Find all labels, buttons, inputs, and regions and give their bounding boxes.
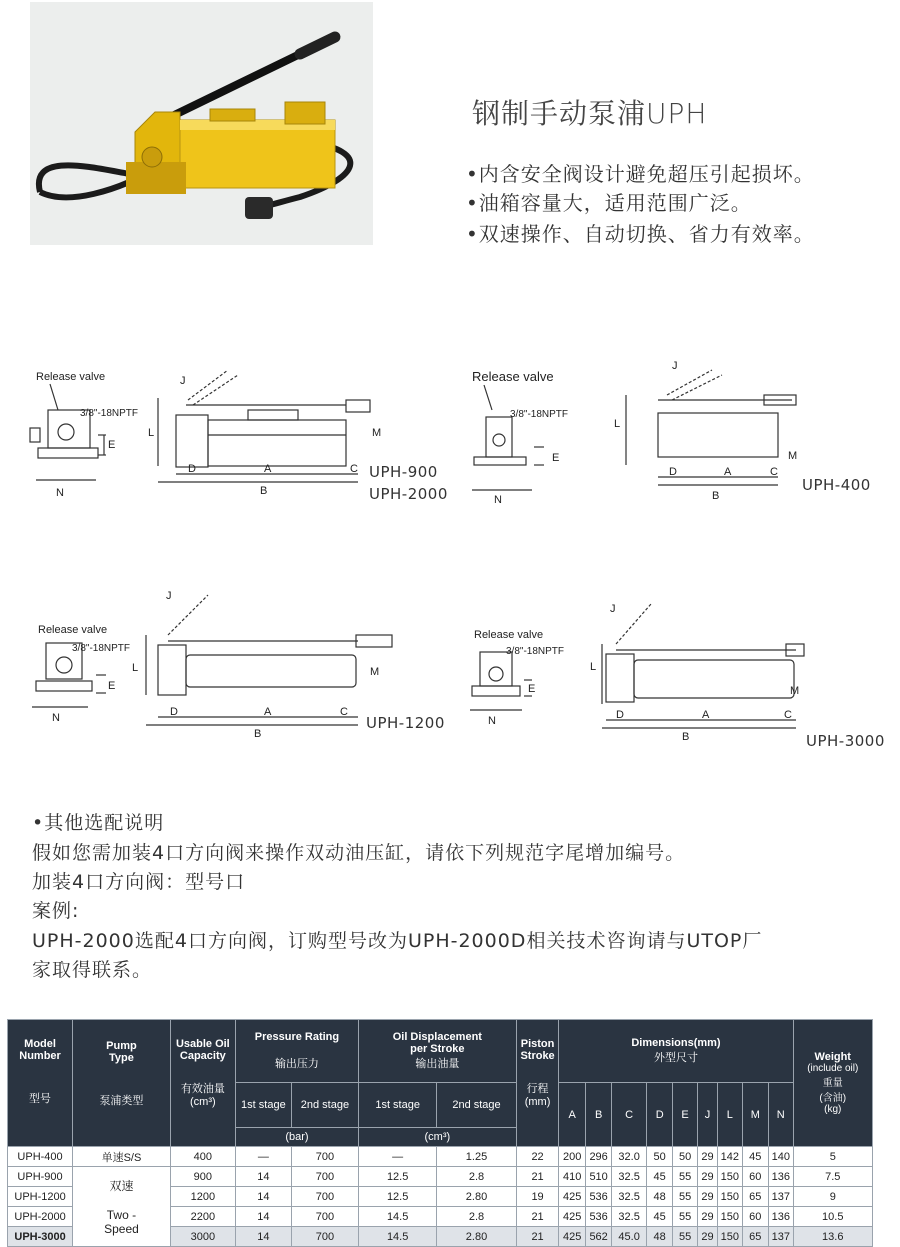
header-dimensions: Dimensions(mm) 外型尺寸: [559, 1020, 793, 1083]
model-label: UPH-1200: [366, 714, 445, 732]
model-label: UPH-900: [369, 463, 438, 481]
release-valve-label: Release valve: [38, 624, 108, 636]
cell-dim-M: 45: [742, 1147, 768, 1167]
cell-dim-A: 425: [559, 1207, 585, 1227]
cell-pump-type: 单速S/S: [73, 1147, 171, 1167]
cell-d2: 1.25: [437, 1147, 516, 1167]
dim-D-label: D: [616, 709, 624, 721]
header-dim-N: N: [769, 1083, 794, 1147]
options-heading: •其他选配说明: [32, 812, 165, 834]
cell-dim-E: 55: [673, 1187, 697, 1207]
cell-dim-J: 29: [697, 1147, 717, 1167]
dim-C-label: C: [770, 466, 778, 478]
cell-dim-A: 200: [559, 1147, 585, 1167]
header-dim-M: M: [742, 1083, 768, 1147]
dim-J-label: J: [610, 603, 616, 615]
cell-p1: 14: [235, 1187, 291, 1207]
cell-d1: 14.5: [358, 1227, 436, 1247]
dim-C-label: C: [350, 463, 358, 475]
header-dim-A: A: [559, 1083, 585, 1147]
model-label: UPH-2000: [369, 485, 448, 503]
product-title: 钢制手动泵浦UPH: [472, 97, 708, 130]
dim-M-label: M: [370, 666, 380, 678]
cell-dim-J: 29: [697, 1187, 717, 1207]
dim-J-label: J: [672, 360, 678, 372]
port-label: 3/8"-18NPTF: [510, 409, 569, 420]
header-pump-type: Pump Type 泵浦类型: [73, 1020, 171, 1147]
header-pressure-unit: (bar): [235, 1128, 358, 1147]
model-label: UPH-400: [802, 476, 871, 494]
cell-model: UPH-3000: [8, 1227, 73, 1247]
dim-B-label: B: [682, 731, 690, 743]
header-dim-C: C: [612, 1083, 647, 1147]
cell-dim-L: 150: [718, 1167, 742, 1187]
header-dim-D: D: [646, 1083, 672, 1147]
cell-oil: 1200: [170, 1187, 235, 1207]
cell-d2: 2.80: [437, 1227, 516, 1247]
cell-dim-E: 50: [673, 1147, 697, 1167]
cell-p1: 14: [235, 1227, 291, 1247]
cell-dim-C: 32.5: [612, 1207, 647, 1227]
port-label: 3/8"-18NPTF: [72, 643, 131, 654]
dim-N-label: N: [52, 712, 60, 724]
dim-B-label: B: [254, 728, 262, 740]
cell-model: UPH-2000: [8, 1207, 73, 1227]
cell-dim-A: 425: [559, 1227, 585, 1247]
cell-d2: 2.8: [437, 1207, 516, 1227]
header-stage-2: 2nd stage: [437, 1083, 516, 1128]
header-stage-2: 2nd stage: [291, 1083, 358, 1128]
cell-dim-L: 150: [718, 1207, 742, 1227]
cell-dim-C: 32.5: [612, 1167, 647, 1187]
cell-weight: 5: [793, 1147, 872, 1167]
dim-J-label: J: [166, 590, 172, 602]
cell-dim-L: 150: [718, 1227, 742, 1247]
table-row: [8, 1147, 873, 1167]
dim-A-label: A: [724, 466, 732, 478]
cell-d2: 2.80: [437, 1187, 516, 1207]
cell-d1: 12.5: [358, 1187, 436, 1207]
cell-dim-D: 50: [646, 1147, 672, 1167]
dim-D-label: D: [170, 706, 178, 718]
table-row: [8, 1167, 873, 1187]
cell-dim-N: 140: [769, 1147, 794, 1167]
options-line: 假如您需加装4口方向阀来操作双动油压缸，请依下列规范字尾增加编号。: [32, 842, 686, 864]
hand-pump-image: [30, 2, 373, 245]
cell-p2: 700: [291, 1187, 358, 1207]
header-disp-unit: (cm³): [358, 1128, 516, 1147]
dim-E-label: E: [552, 452, 560, 464]
cell-weight: 9: [793, 1187, 872, 1207]
dim-C-label: C: [784, 709, 792, 721]
dim-D-label: D: [669, 466, 677, 478]
drawing-uph-3000: [466, 598, 806, 748]
cell-model: UPH-900: [8, 1167, 73, 1187]
cell-weight: 7.5: [793, 1167, 872, 1187]
dim-L-label: L: [132, 662, 139, 674]
dim-E-label: E: [108, 439, 116, 451]
cell-dim-A: 410: [559, 1167, 585, 1187]
cell-dim-E: 55: [673, 1207, 697, 1227]
cell-dim-M: 60: [742, 1207, 768, 1227]
options-line: 加装4口方向阀：型号口: [32, 871, 246, 893]
dim-N-label: N: [494, 494, 502, 506]
cell-dim-N: 137: [769, 1227, 794, 1247]
cell-dim-C: 32.0: [612, 1147, 647, 1167]
port-label: 3/8"-18NPTF: [506, 646, 565, 657]
spec-table: [7, 1019, 873, 1247]
cell-p1: 14: [235, 1207, 291, 1227]
cell-d1: 12.5: [358, 1167, 436, 1187]
cell-dim-L: 150: [718, 1187, 742, 1207]
cell-dim-J: 29: [697, 1167, 717, 1187]
cell-weight: 10.5: [793, 1207, 872, 1227]
cell-p2: 700: [291, 1147, 358, 1167]
port-label: 3/8"-18NPTF: [80, 408, 139, 419]
header-weight: Weight (include oil) 重量 (含油) (kg): [793, 1020, 872, 1147]
dim-A-label: A: [264, 706, 272, 718]
header-pressure: Pressure Rating 输出压力: [235, 1020, 358, 1083]
dim-M-label: M: [788, 450, 798, 462]
release-valve-label: Release valve: [36, 371, 106, 383]
release-valve-label: Release valve: [474, 629, 544, 641]
cell-d1: —: [358, 1147, 436, 1167]
drawing-uph-400: [462, 355, 802, 510]
feature-item: •内含安全阀设计避免超压引起损坏。: [466, 162, 815, 186]
cell-dim-E: 55: [673, 1167, 697, 1187]
cell-dim-N: 137: [769, 1187, 794, 1207]
header-model: Model Number 型号: [8, 1020, 73, 1147]
header-stage-1: 1st stage: [358, 1083, 436, 1128]
dim-E-label: E: [528, 683, 536, 695]
cell-dim-M: 60: [742, 1167, 768, 1187]
options-line: 家取得联系。: [32, 959, 153, 981]
header-dim-L: L: [718, 1083, 742, 1147]
cell-dim-A: 425: [559, 1187, 585, 1207]
cell-dim-N: 136: [769, 1167, 794, 1187]
cell-stroke: 21: [516, 1227, 559, 1247]
dim-M-label: M: [372, 427, 382, 439]
header-piston-stroke: Piston Stroke 行程 (mm): [516, 1020, 559, 1147]
dim-N-label: N: [56, 487, 64, 499]
cell-dim-B: 536: [585, 1187, 611, 1207]
header-oil-capacity: Usable Oil Capacity 有效油量 (cm³): [170, 1020, 235, 1147]
cell-dim-M: 65: [742, 1187, 768, 1207]
cell-dim-N: 136: [769, 1207, 794, 1227]
dim-N-label: N: [488, 715, 496, 727]
dim-D-label: D: [188, 463, 196, 475]
cell-weight: 13.6: [793, 1227, 872, 1247]
dim-L-label: L: [614, 418, 621, 430]
dim-B-label: B: [260, 485, 268, 497]
cell-stroke: 21: [516, 1167, 559, 1187]
header-dim-E: E: [673, 1083, 697, 1147]
dim-C-label: C: [340, 706, 348, 718]
options-line: UPH-2000选配4口方向阀，订购型号改为UPH-2000D相关技术咨询请与UTOP厂: [32, 930, 763, 952]
dim-A-label: A: [702, 709, 710, 721]
cell-dim-J: 29: [697, 1227, 717, 1247]
product-photo: [30, 2, 373, 245]
release-valve-label: Release valve: [472, 369, 554, 384]
cell-stroke: 19: [516, 1187, 559, 1207]
cell-dim-C: 32.5: [612, 1187, 647, 1207]
cell-d1: 14.5: [358, 1207, 436, 1227]
header-displacement: Oil Displacement per Stroke 输出油量: [358, 1020, 516, 1083]
cell-stroke: 21: [516, 1207, 559, 1227]
dim-L-label: L: [148, 427, 155, 439]
cell-stroke: 22: [516, 1147, 559, 1167]
cell-dim-C: 45.0: [612, 1227, 647, 1247]
cell-pump-type-double: 双速 Two - Speed: [73, 1167, 171, 1247]
dim-J-label: J: [180, 375, 186, 387]
cell-oil: 900: [170, 1167, 235, 1187]
cell-dim-E: 55: [673, 1227, 697, 1247]
options-line: 案例:: [32, 900, 80, 922]
cell-dim-D: 48: [646, 1187, 672, 1207]
cell-oil: 2200: [170, 1207, 235, 1227]
feature-item: •双速操作、自动切换、省力有效率。: [466, 222, 815, 246]
cell-p2: 700: [291, 1207, 358, 1227]
cell-p1: 14: [235, 1167, 291, 1187]
cell-dim-B: 510: [585, 1167, 611, 1187]
model-label: UPH-3000: [806, 732, 885, 750]
cell-dim-B: 536: [585, 1207, 611, 1227]
cell-dim-L: 142: [718, 1147, 742, 1167]
dim-B-label: B: [712, 490, 720, 502]
cell-dim-B: 562: [585, 1227, 611, 1247]
cell-d2: 2.8: [437, 1167, 516, 1187]
cell-oil: 400: [170, 1147, 235, 1167]
cell-p2: 700: [291, 1167, 358, 1187]
cell-dim-M: 65: [742, 1227, 768, 1247]
feature-item: •油箱容量大，适用范围广泛。: [466, 191, 752, 215]
dim-A-label: A: [264, 463, 272, 475]
header-dim-B: B: [585, 1083, 611, 1147]
cell-p1: —: [235, 1147, 291, 1167]
cell-dim-D: 48: [646, 1227, 672, 1247]
cell-dim-D: 45: [646, 1167, 672, 1187]
dim-E-label: E: [108, 680, 116, 692]
drawing-uph-900-2000: [28, 360, 428, 510]
cell-model: UPH-1200: [8, 1187, 73, 1207]
cell-p2: 700: [291, 1227, 358, 1247]
cell-oil: 3000: [170, 1227, 235, 1247]
cell-model: UPH-400: [8, 1147, 73, 1167]
cell-dim-D: 45: [646, 1207, 672, 1227]
header-dim-J: J: [697, 1083, 717, 1147]
dim-M-label: M: [790, 685, 800, 697]
dim-L-label: L: [590, 661, 597, 673]
cell-dim-J: 29: [697, 1207, 717, 1227]
header-stage-1: 1st stage: [235, 1083, 291, 1128]
cell-dim-B: 296: [585, 1147, 611, 1167]
